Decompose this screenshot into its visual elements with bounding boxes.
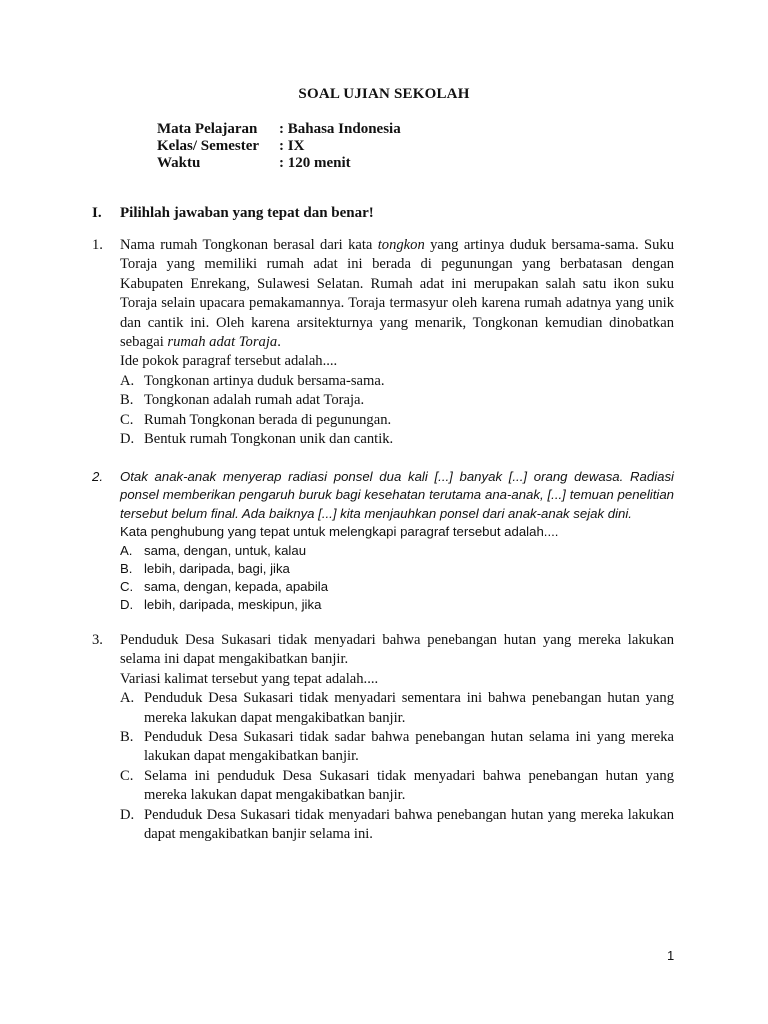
answer-option-b[interactable] xyxy=(120,391,674,410)
meta-value: : Bahasa Indonesia xyxy=(279,121,401,137)
option-text: Penduduk Desa Sukasari tidak sadar bahwa penebangan hutan selama ini yang mereka lakukan dapat mengakibatkan banjir. xyxy=(144,729,674,765)
meta-row-subject xyxy=(157,121,401,138)
question-1 xyxy=(92,236,674,449)
passage-italic: tongkon xyxy=(377,237,425,253)
option-text: Bentuk rumah Tongkonan unik dan cantik. xyxy=(144,431,394,448)
answer-options xyxy=(120,372,674,450)
meta-label: Mata Pelajaran xyxy=(157,121,258,137)
option-text: sama, dengan, untuk, kalau xyxy=(144,542,307,558)
option-label: A. xyxy=(120,542,133,558)
option-label: C. xyxy=(120,579,134,595)
answer-option-c[interactable] xyxy=(120,578,674,596)
answer-option-c[interactable] xyxy=(120,411,674,430)
question-passage: Penduduk Desa Sukasari tidak menyadari bahwa penebangan hutan yang mereka lakukan selama ini dapat mengakibatkan banjir. xyxy=(120,632,674,668)
answer-option-b[interactable] xyxy=(120,728,674,767)
exam-meta xyxy=(157,121,401,172)
option-label: A. xyxy=(120,690,135,707)
passage-text: yang artinya duduk bersama-sama. Suku Toraja yang memiliki rumah adat ini berada di pegunungan yang berbatasan dengan Kabupaten Enrekang, Sulawesi Selatan. Rumah adat ini merupakan salah satu ikon suku Toraja selain upacara pemakamannya. Toraja termasyur oleh karena rumah adatnya yang unik dan cantik ini. Oleh karena arsitekturnya yang menarik, Tongkonan kemudian dinobatkan sebagai xyxy=(120,237,674,351)
meta-label: Kelas/ Semester xyxy=(157,138,260,154)
question-prompt: Kata penghubung yang tepat untuk melengkapi paragraf tersebut adalah.... xyxy=(120,524,559,540)
question-passage: Otak anak-anak menyerap radiasi ponsel dua kali [...] banyak [...] orang dewasa. Radiasi ponsel memberikan pengaruh buruk bagi kesehatan terutama ana-anak, [...] temuan penelitian tersebut belum final. Ada baiknya [...] kita menjauhkan ponsel dari anak-anak sejak dini. xyxy=(120,469,674,521)
question-2 xyxy=(92,468,674,614)
option-text: Tongkonan adalah rumah adat Toraja. xyxy=(144,392,365,409)
meta-value: : 120 menit xyxy=(279,155,351,171)
option-label: B. xyxy=(120,560,133,576)
option-text: Selama ini penduduk Desa Sukasari tidak menyadari bahwa penebangan hutan yang mereka lakukan dapat mengakibatkan banjir. xyxy=(144,767,674,804)
answer-option-d[interactable] xyxy=(120,596,674,614)
section-instruction: Pilihlah jawaban yang tepat dan benar! xyxy=(120,205,374,221)
option-label: D. xyxy=(120,431,135,448)
page-number: 1 xyxy=(667,948,675,963)
option-text: lebih, daripada, meskipun, jika xyxy=(144,597,322,613)
option-text: lebih, daripada, bagi, jika xyxy=(144,560,290,576)
meta-row-class xyxy=(157,138,401,155)
answer-option-c[interactable] xyxy=(120,767,674,806)
document-title: SOAL UJIAN SEKOLAH xyxy=(298,86,470,102)
passage-text: Nama rumah Tongkonan berasal dari kata xyxy=(120,237,378,253)
question-number: 1. xyxy=(92,237,103,253)
answer-option-a[interactable] xyxy=(120,689,674,728)
option-text: Tongkonan artinya duduk bersama-sama. xyxy=(144,372,385,389)
answer-options xyxy=(120,542,674,615)
meta-value: : IX xyxy=(279,138,305,154)
option-label: A. xyxy=(120,372,135,389)
answer-option-a[interactable] xyxy=(120,372,674,391)
question-number: 2. xyxy=(92,469,103,484)
option-label: C. xyxy=(120,411,134,428)
answer-option-a[interactable] xyxy=(120,542,674,560)
option-label: C. xyxy=(120,767,134,784)
option-text: Penduduk Desa Sukasari tidak menyadari bahwa penebangan hutan yang mereka lakukan dapat mengakibatkan banjir selama ini. xyxy=(144,806,674,843)
question-3 xyxy=(92,631,674,844)
answer-options xyxy=(120,689,674,844)
passage-text: . xyxy=(277,334,281,351)
option-text: Penduduk Desa Sukasari tidak menyadari sementara ini bahwa penebangan hutan yang mereka lakukan dapat mengakibatkan banjir. xyxy=(144,690,674,726)
question-prompt: Variasi kalimat tersebut yang tepat adalah.... xyxy=(120,670,379,687)
answer-option-b[interactable] xyxy=(120,560,674,578)
option-label: B. xyxy=(120,392,134,409)
question-prompt: Ide pokok paragraf tersebut adalah.... xyxy=(120,353,338,370)
answer-option-d[interactable] xyxy=(120,430,674,449)
answer-option-d[interactable] xyxy=(120,806,674,845)
option-text: Rumah Tongkonan berada di pegunungan. xyxy=(144,411,392,428)
passage-italic: rumah adat Toraja xyxy=(167,334,278,351)
meta-row-time xyxy=(157,155,401,172)
section-number: I. xyxy=(92,205,102,221)
option-text: sama, dengan, kepada, apabila xyxy=(144,579,329,595)
question-number: 3. xyxy=(92,632,103,648)
question-passage xyxy=(120,236,674,352)
option-label: D. xyxy=(120,806,135,823)
meta-label: Waktu xyxy=(157,155,201,171)
option-label: D. xyxy=(120,597,134,613)
option-label: B. xyxy=(120,729,134,746)
section-heading xyxy=(92,205,374,222)
